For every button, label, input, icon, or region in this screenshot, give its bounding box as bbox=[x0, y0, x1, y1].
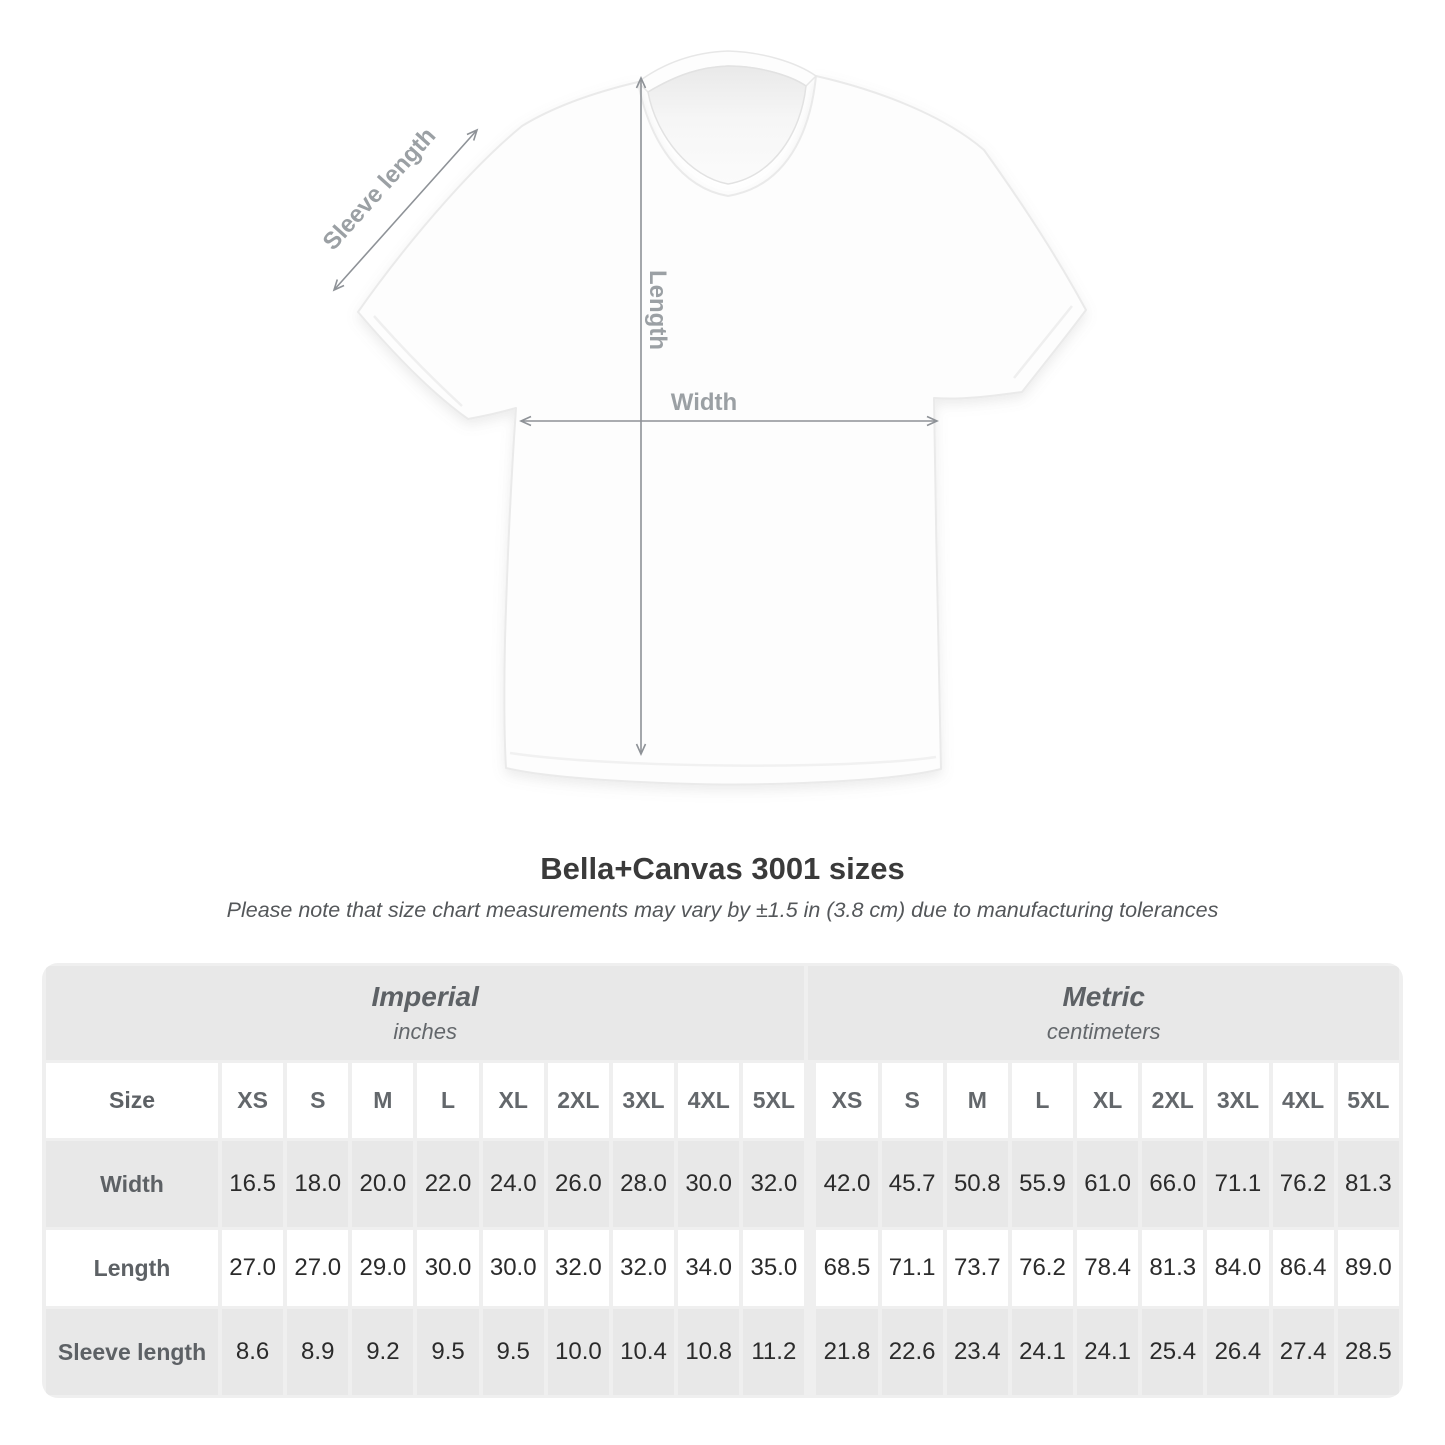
imperial-group-label: Imperial bbox=[371, 980, 479, 1012]
metric-group-header bbox=[808, 966, 1399, 1060]
size-header-metric-s: S bbox=[882, 1063, 943, 1138]
size-header-metric-m: M bbox=[947, 1063, 1008, 1138]
value-metric-width: 76.2 bbox=[1273, 1141, 1334, 1227]
measurement-row-sleeve-length bbox=[46, 1309, 1399, 1395]
value-metric-length: 89.0 bbox=[1338, 1230, 1399, 1306]
size-header-imperial-xl: XL bbox=[483, 1063, 544, 1138]
size-header-imperial-m: M bbox=[352, 1063, 413, 1138]
value-imperial-width: 32.0 bbox=[743, 1141, 804, 1227]
value-metric-length: 73.7 bbox=[947, 1230, 1008, 1306]
value-imperial-sleeve-length: 9.2 bbox=[352, 1309, 413, 1395]
size-header-imperial-5xl: 5XL bbox=[743, 1063, 804, 1138]
size-header-imperial-4xl: 4XL bbox=[678, 1063, 739, 1138]
value-imperial-length: 29.0 bbox=[352, 1230, 413, 1306]
value-imperial-length: 27.0 bbox=[287, 1230, 348, 1306]
value-metric-sleeve-length: 24.1 bbox=[1012, 1309, 1073, 1395]
group-divider bbox=[808, 1141, 812, 1227]
value-imperial-sleeve-length: 10.0 bbox=[548, 1309, 609, 1395]
size-header-imperial-xs: XS bbox=[222, 1063, 283, 1138]
size-header-metric-2xl: 2XL bbox=[1142, 1063, 1203, 1138]
size-header-imperial-l: L bbox=[417, 1063, 478, 1138]
value-metric-width: 81.3 bbox=[1338, 1141, 1399, 1227]
row-label-width: Width bbox=[46, 1141, 218, 1227]
size-chart-title: Bella+Canvas 3001 sizes bbox=[540, 851, 905, 886]
imperial-group-header bbox=[46, 966, 804, 1060]
size-col-header: Size bbox=[46, 1063, 218, 1138]
value-metric-width: 45.7 bbox=[882, 1141, 943, 1227]
value-imperial-width: 20.0 bbox=[352, 1141, 413, 1227]
value-metric-width: 71.1 bbox=[1207, 1141, 1268, 1227]
value-imperial-sleeve-length: 9.5 bbox=[483, 1309, 544, 1395]
size-table bbox=[42, 963, 1403, 1398]
value-metric-width: 61.0 bbox=[1077, 1141, 1138, 1227]
size-header-metric-l: L bbox=[1012, 1063, 1073, 1138]
value-metric-length: 71.1 bbox=[882, 1230, 943, 1306]
size-table-wrapper bbox=[42, 963, 1403, 1398]
row-label-sleeve-length: Sleeve length bbox=[46, 1309, 218, 1395]
value-imperial-length: 35.0 bbox=[743, 1230, 804, 1306]
value-metric-length: 84.0 bbox=[1207, 1230, 1268, 1306]
value-imperial-width: 18.0 bbox=[287, 1141, 348, 1227]
imperial-group-unit: inches bbox=[393, 1018, 457, 1044]
value-imperial-length: 34.0 bbox=[678, 1230, 739, 1306]
value-imperial-length: 32.0 bbox=[613, 1230, 674, 1306]
metric-group-label: Metric bbox=[1062, 980, 1145, 1012]
value-imperial-sleeve-length: 10.4 bbox=[613, 1309, 674, 1395]
value-metric-length: 68.5 bbox=[816, 1230, 877, 1306]
measurement-row-width bbox=[46, 1141, 1399, 1227]
value-imperial-sleeve-length: 11.2 bbox=[743, 1309, 804, 1395]
size-header-metric-5xl: 5XL bbox=[1338, 1063, 1399, 1138]
metric-group-unit: centimeters bbox=[1046, 1018, 1161, 1044]
value-imperial-width: 16.5 bbox=[222, 1141, 283, 1227]
value-metric-width: 55.9 bbox=[1012, 1141, 1073, 1227]
value-metric-sleeve-length: 24.1 bbox=[1077, 1309, 1138, 1395]
value-imperial-width: 24.0 bbox=[483, 1141, 544, 1227]
tshirt-illustration bbox=[358, 51, 1086, 784]
size-header-row bbox=[46, 1063, 1399, 1138]
value-imperial-width: 26.0 bbox=[548, 1141, 609, 1227]
value-imperial-sleeve-length: 9.5 bbox=[417, 1309, 478, 1395]
value-metric-length: 81.3 bbox=[1142, 1230, 1203, 1306]
measurement-row-length bbox=[46, 1230, 1399, 1306]
size-table-body bbox=[46, 966, 1399, 1395]
group-divider bbox=[808, 1063, 812, 1138]
value-metric-width: 66.0 bbox=[1142, 1141, 1203, 1227]
group-divider bbox=[808, 1230, 812, 1306]
size-header-imperial-3xl: 3XL bbox=[613, 1063, 674, 1138]
unit-group-row bbox=[46, 966, 1399, 1060]
value-imperial-length: 32.0 bbox=[548, 1230, 609, 1306]
value-metric-length: 78.4 bbox=[1077, 1230, 1138, 1306]
value-metric-sleeve-length: 25.4 bbox=[1142, 1309, 1203, 1395]
value-metric-sleeve-length: 23.4 bbox=[947, 1309, 1008, 1395]
value-imperial-width: 28.0 bbox=[613, 1141, 674, 1227]
size-chart-subtitle: Please note that size chart measurements may vary by ±1.5 in (3.8 cm) due to manufacturing tolerances bbox=[226, 898, 1219, 922]
value-metric-width: 50.8 bbox=[947, 1141, 1008, 1227]
size-header-imperial-2xl: 2XL bbox=[548, 1063, 609, 1138]
value-imperial-sleeve-length: 10.8 bbox=[678, 1309, 739, 1395]
value-metric-sleeve-length: 21.8 bbox=[816, 1309, 877, 1395]
value-metric-sleeve-length: 28.5 bbox=[1338, 1309, 1399, 1395]
size-header-metric-3xl: 3XL bbox=[1207, 1063, 1268, 1138]
width-label: Width bbox=[670, 389, 738, 416]
value-imperial-sleeve-length: 8.9 bbox=[287, 1309, 348, 1395]
value-metric-length: 86.4 bbox=[1273, 1230, 1334, 1306]
size-header-metric-xs: XS bbox=[816, 1063, 877, 1138]
value-metric-sleeve-length: 27.4 bbox=[1273, 1309, 1334, 1395]
value-imperial-length: 30.0 bbox=[483, 1230, 544, 1306]
value-metric-width: 42.0 bbox=[816, 1141, 877, 1227]
size-header-metric-4xl: 4XL bbox=[1273, 1063, 1334, 1138]
value-imperial-width: 22.0 bbox=[417, 1141, 478, 1227]
value-metric-length: 76.2 bbox=[1012, 1230, 1073, 1306]
value-metric-sleeve-length: 22.6 bbox=[882, 1309, 943, 1395]
length-label: Length bbox=[644, 270, 671, 350]
row-label-length: Length bbox=[46, 1230, 218, 1306]
value-imperial-width: 30.0 bbox=[678, 1141, 739, 1227]
value-imperial-length: 30.0 bbox=[417, 1230, 478, 1306]
value-imperial-sleeve-length: 8.6 bbox=[222, 1309, 283, 1395]
group-divider bbox=[808, 1309, 812, 1395]
size-header-metric-xl: XL bbox=[1077, 1063, 1138, 1138]
value-imperial-length: 27.0 bbox=[222, 1230, 283, 1306]
size-header-imperial-s: S bbox=[287, 1063, 348, 1138]
sleeve-length-label: Sleeve length bbox=[317, 122, 442, 256]
value-metric-sleeve-length: 26.4 bbox=[1207, 1309, 1268, 1395]
